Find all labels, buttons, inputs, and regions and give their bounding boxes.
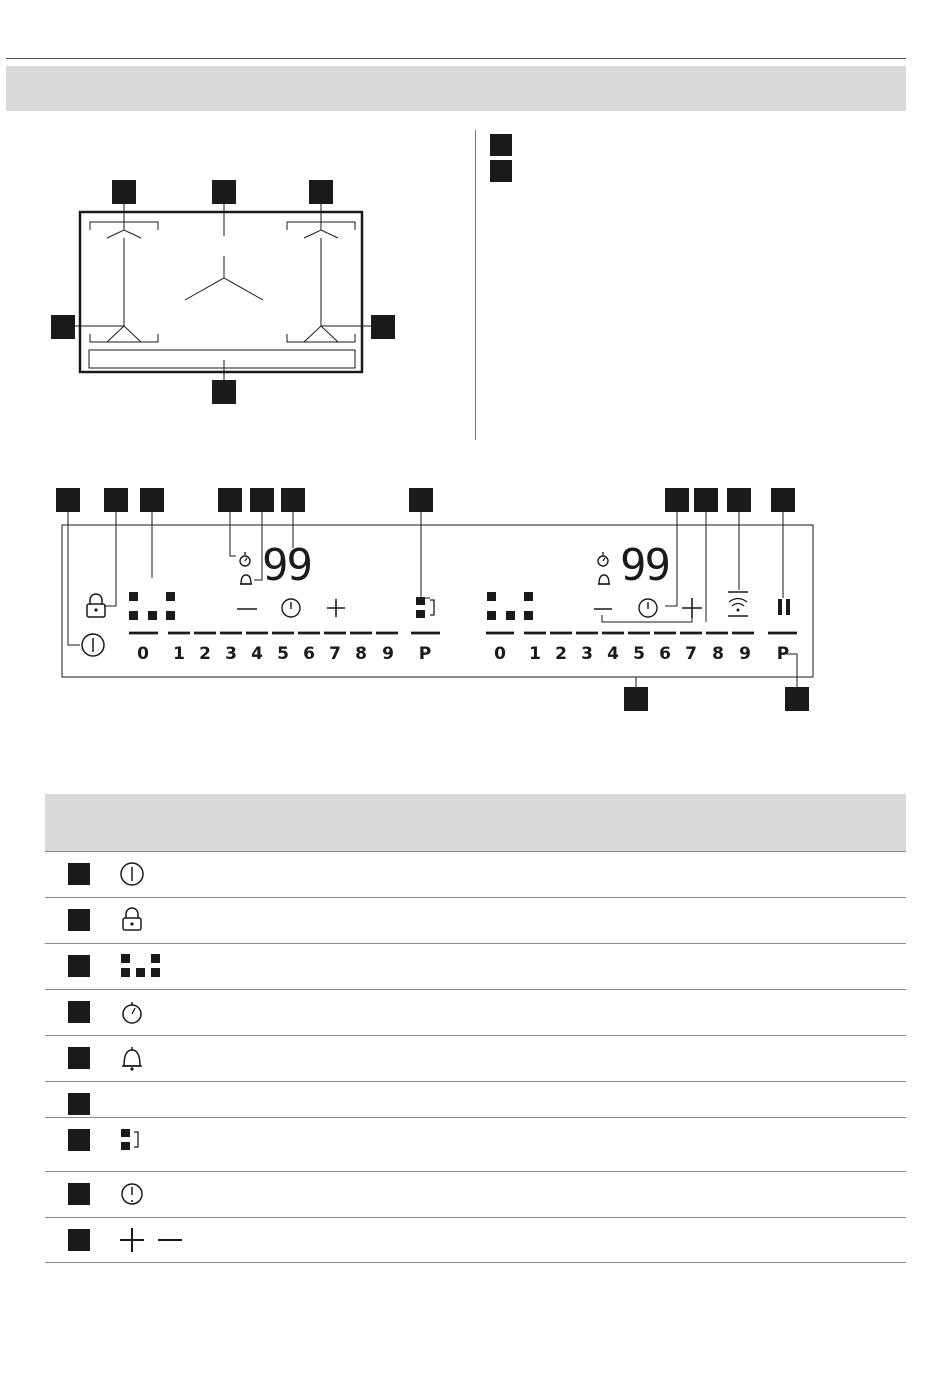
right-level-1[interactable]: 1 xyxy=(529,644,541,664)
left-level-6[interactable]: 6 xyxy=(303,644,315,664)
bridge-icon xyxy=(118,1126,162,1154)
table-row-marker xyxy=(68,1047,90,1069)
table-header xyxy=(45,794,906,851)
table-row-marker xyxy=(68,1129,90,1151)
left-level-5[interactable]: 5 xyxy=(277,644,289,664)
table-row-divider xyxy=(45,1035,906,1036)
left-level-7[interactable]: 7 xyxy=(329,644,341,664)
zone-indicator-icon xyxy=(118,952,162,980)
left-level-P[interactable]: P xyxy=(418,644,432,664)
left-timer-display: 99 xyxy=(262,540,311,591)
column-divider xyxy=(475,130,476,440)
table-row-divider xyxy=(45,851,906,852)
table-row-divider xyxy=(45,1081,906,1082)
right-level-3[interactable]: 3 xyxy=(581,644,593,664)
right-level-4[interactable]: 4 xyxy=(607,644,619,664)
left-level-3[interactable]: 3 xyxy=(225,644,237,664)
right-level-8[interactable]: 8 xyxy=(712,644,724,664)
left-level-0[interactable]: 0 xyxy=(137,644,149,664)
left-level-8[interactable]: 8 xyxy=(355,644,367,664)
table-row-divider xyxy=(45,1171,906,1172)
top-rule xyxy=(6,58,906,59)
left-level-9[interactable]: 9 xyxy=(382,644,394,664)
right-level-P[interactable]: P xyxy=(776,644,790,664)
table-row-marker xyxy=(68,1093,90,1115)
right-level-7[interactable]: 7 xyxy=(685,644,697,664)
right-level-9[interactable]: 9 xyxy=(739,644,751,664)
table-row-marker xyxy=(68,955,90,977)
right-level-6[interactable]: 6 xyxy=(659,644,671,664)
right-level-2[interactable]: 2 xyxy=(555,644,567,664)
hob-diagram xyxy=(40,170,460,410)
table-row-marker xyxy=(68,1183,90,1205)
right-level-0[interactable]: 0 xyxy=(494,644,506,664)
section-banner xyxy=(6,66,906,111)
table-row-divider xyxy=(45,943,906,944)
left-level-1[interactable]: 1 xyxy=(173,644,185,664)
table-row-divider xyxy=(45,1217,906,1218)
left-level-2[interactable]: 2 xyxy=(199,644,211,664)
legend-marker xyxy=(490,160,512,182)
table-row-marker xyxy=(68,1001,90,1023)
table-row-marker xyxy=(68,1229,90,1251)
table-row-marker xyxy=(68,909,90,931)
plus-minus-icon xyxy=(118,1226,188,1254)
right-timer-display: 99 xyxy=(620,540,669,591)
lock-icon xyxy=(118,906,162,934)
table-row-divider xyxy=(45,897,906,898)
timer-icon xyxy=(118,1180,162,1208)
left-level-4[interactable]: 4 xyxy=(251,644,263,664)
table-row-marker xyxy=(68,863,90,885)
table-row-divider xyxy=(45,1117,906,1118)
stopwatch-icon xyxy=(118,998,162,1026)
bell-icon xyxy=(118,1044,162,1072)
control-panel-diagram xyxy=(40,484,820,714)
table-bottom-rule xyxy=(45,1262,906,1263)
on-off-icon xyxy=(118,860,162,888)
legend-marker xyxy=(490,134,512,156)
right-level-5[interactable]: 5 xyxy=(633,644,645,664)
table-row-divider xyxy=(45,989,906,990)
